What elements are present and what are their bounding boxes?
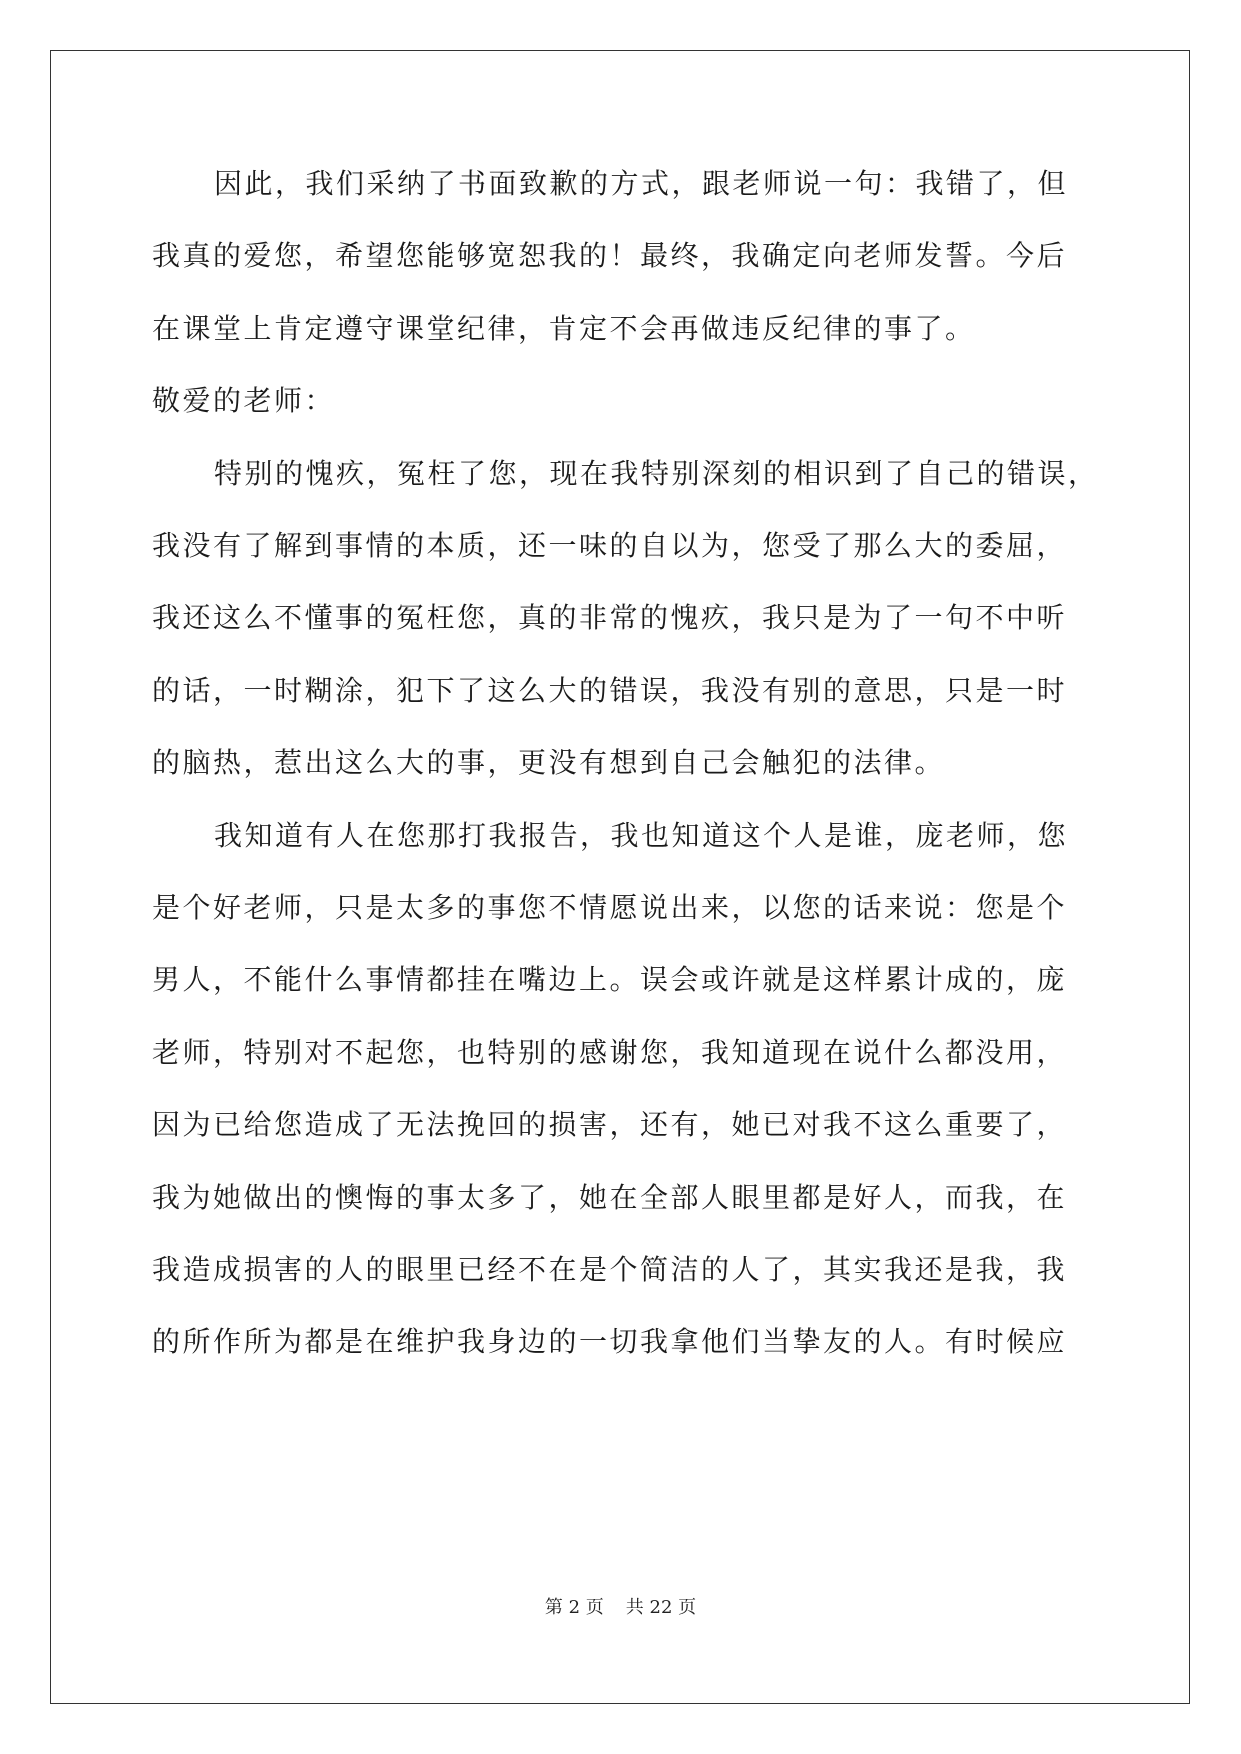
paragraph-line: 我知道有人在您那打我报告，我也知道这个人是谁，庞老师，您 — [214, 819, 1069, 852]
paragraph-line: 在课堂上肯定遵守课堂纪律，肯定不会再做违反纪律的事了。 — [152, 312, 976, 345]
paragraph-line: 特别的愧疚，冤枉了您，现在我特别深刻的相识到了自己的错误， — [214, 457, 1099, 490]
paragraph-line: 因为已给您造成了无法挽回的损害，还有，她已对我不这么重要了， — [152, 1108, 1068, 1141]
paragraph-line: 我造成损害的人的眼里已经不在是个简洁的人了，其实我还是我，我 — [152, 1253, 1068, 1286]
paragraph-line: 我真的爱您，希望您能够宽恕我的！最终，我确定向老师发誓。今后 — [152, 239, 1068, 272]
paragraph-line: 老师，特别对不起您，也特别的感谢您，我知道现在说什么都没用， — [152, 1036, 1068, 1069]
paragraph-line: 因此，我们采纳了书面致歉的方式，跟老师说一句：我错了，但 — [214, 167, 1069, 200]
page-border — [50, 50, 1190, 1704]
page-total: 共 22 页 — [625, 1597, 697, 1618]
paragraph-line: 我还这么不懂事的冤枉您，真的非常的愧疚，我只是为了一句不中听 — [152, 601, 1068, 634]
paragraph-line: 男人，不能什么事情都挂在嘴边上。误会或许就是这样累计成的，庞 — [152, 963, 1068, 996]
page-footer — [0, 1596, 1241, 1620]
paragraph-line: 的脑热，惹出这么大的事，更没有想到自己会触犯的法律。 — [152, 746, 946, 779]
paragraph-line: 是个好老师，只是太多的事您不情愿说出来，以您的话来说：您是个 — [152, 891, 1068, 924]
paragraph-line: 我为她做出的懊悔的事太多了，她在全部人眼里都是好人，而我，在 — [152, 1181, 1068, 1214]
paragraph-line: 我没有了解到事情的本质，还一味的自以为，您受了那么大的委屈， — [152, 529, 1068, 562]
paragraph-line: 的话，一时糊涂，犯下了这么大的错误，我没有别的意思，只是一时 — [152, 674, 1068, 707]
salutation: 敬爱的老师： — [152, 384, 336, 417]
page-number: 第 2 页 — [544, 1597, 604, 1618]
paragraph-line: 的所作所为都是在维护我身边的一切我拿他们当挚友的人。有时候应 — [152, 1325, 1068, 1358]
